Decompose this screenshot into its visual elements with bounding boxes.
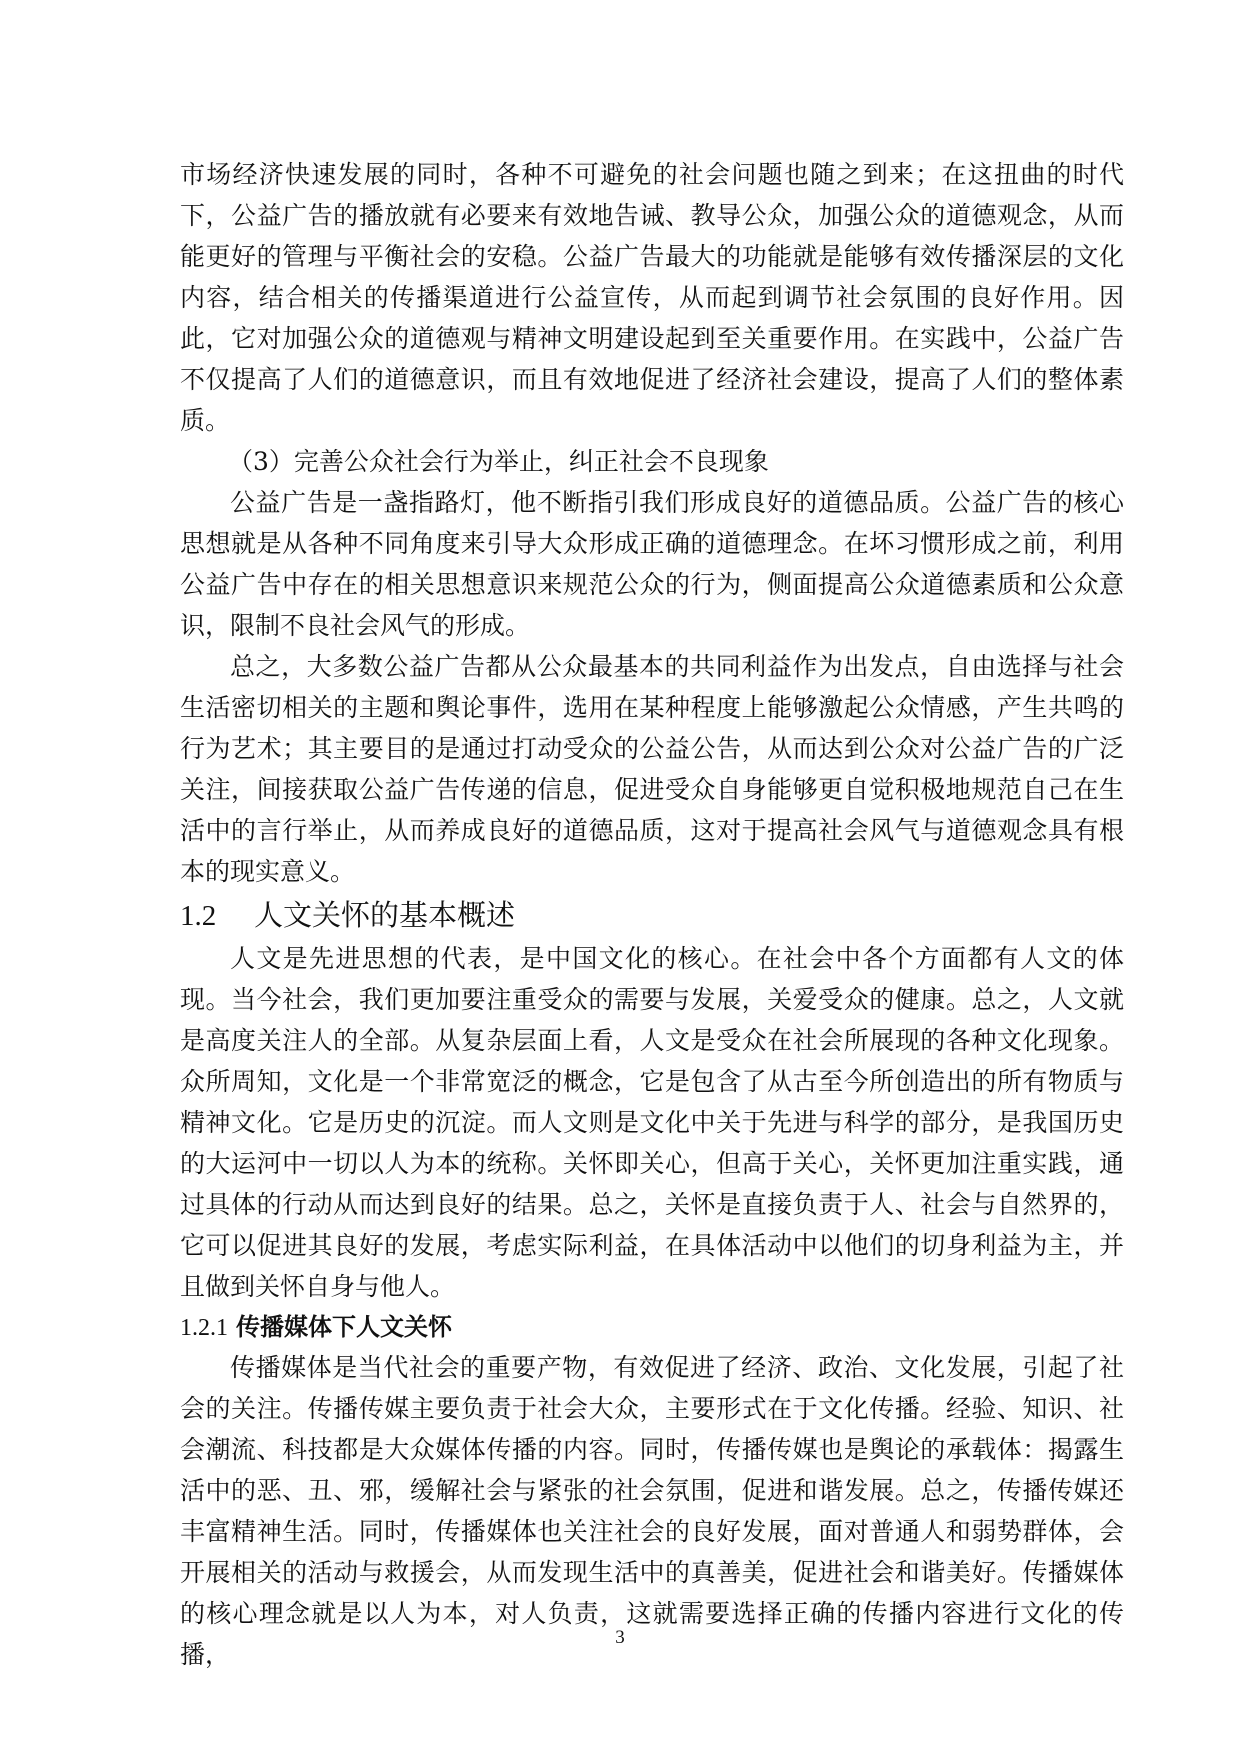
paragraph-media-care: 传播媒体是当代社会的重要产物，有效促进了经济、政治、文化发展，引起了社会的关注。传播传媒主要负责于社会大众，主要形式在于文化传播。经验、知识、社会潮流、科技都是大众媒体传播的内容。同时，传播传媒也是舆论的承载体：揭露生活中的恶、丑、邪，缓解社会与紧张的社会氛围，促进和谐发展。总之，传播传媒还丰富精神生活。同时，传播媒体也关注社会的良好发展，面对普通人和弱势群体，会开展相关的活动与救援会，从而发现生活中的真善美，促进社会和谐美好。传播媒体的核心理念就是以人为本，对人负责，这就需要选择正确的传播内容进行文化的传播， — [180, 1353, 1124, 1669]
section-title: 人文关怀的基本概述 — [254, 898, 516, 932]
list-item-3-heading: （3）完善公众社会行为举止，纠正社会不良现象 — [228, 447, 769, 476]
page-number: 3 — [615, 1627, 625, 1648]
subsection-heading-1-2-1 — [180, 1307, 1124, 1347]
paragraph-guiding-light: 公益广告是一盏指路灯，他不断指引我们形成良好的道德品质。公益广告的核心思想就是从各种不同角度来引导大众形成正确的道德理念。在坏习惯形成之前，利用公益广告中存在的相关思想意识来规范公众的行为，侧面提高公众道德素质和公众意识，限制不良社会风气的形成。 — [180, 488, 1124, 640]
subsection-title: 传播媒体下人文关怀 — [236, 1312, 452, 1341]
paragraph-public-ads-function: 市场经济快速发展的同时，各种不可避免的社会问题也随之到来；在这扭曲的时代下，公益广告的播放就有必要来有效地告诫、教导公众，加强公众的道德观念，从而能更好的管理与平衡社会的安稳。公益广告最大的功能就是能够有效传播深层的文化内容，结合相关的传播渠道进行公益宣传，从而起到调节社会氛围的良好作用。因此，它对加强公众的道德观与精神文明建设起到至关重要作用。在实践中，公益广告不仅提高了人们的道德意识，而且有效地促进了经济社会建设，提高了人们的整体素质。 — [180, 160, 1124, 435]
paragraph-summary: 总之，大多数公益广告都从公众最基本的共同利益作为出发点，自由选择与社会生活密切相关的主题和舆论事件，选用在某种程度上能够激起公众情感，产生共鸣的行为艺术；其主要目的是通过打动受众的公益公告，从而达到公众对公益广告的广泛关注，间接获取公益广告传递的信息，促进受众自身能够更自觉积极地规范自己在生活中的言行举止，从而养成良好的道德品质，这对于提高社会风气与道德观念具有根本的现实意义。 — [180, 652, 1124, 886]
paragraph-humanistic-care: 人文是先进思想的代表，是中国文化的核心。在社会中各个方面都有人文的体现。当今社会，我们更加要注重受众的需要与发展，关爱受众的健康。总之，人文就是高度关注人的全部。从复杂层面上看，人文是受众在社会所展现的各种文化现象。众所周知，文化是一个非常宽泛的概念，它是包含了从古至今所创造出的所有物质与精神文化。它是历史的沉淀。而人文则是文化中关于先进与科学的部分，是我国历史的大运河中一切以人为本的统称。关怀即关心，但高于关心，关怀更加注重实践，通过具体的行动从而达到良好的结果。总之，关怀是直接负责于人、社会与自然界的，它可以促进其良好的发展，考虑实际利益，在具体活动中以他们的切身利益为主，并且做到关怀自身与他人。 — [180, 944, 1124, 1301]
section-number: 1.2 — [180, 900, 217, 932]
section-heading-1-2 — [180, 892, 1124, 938]
page-content — [180, 154, 1124, 1675]
subsection-number: 1.2.1 — [180, 1315, 228, 1341]
